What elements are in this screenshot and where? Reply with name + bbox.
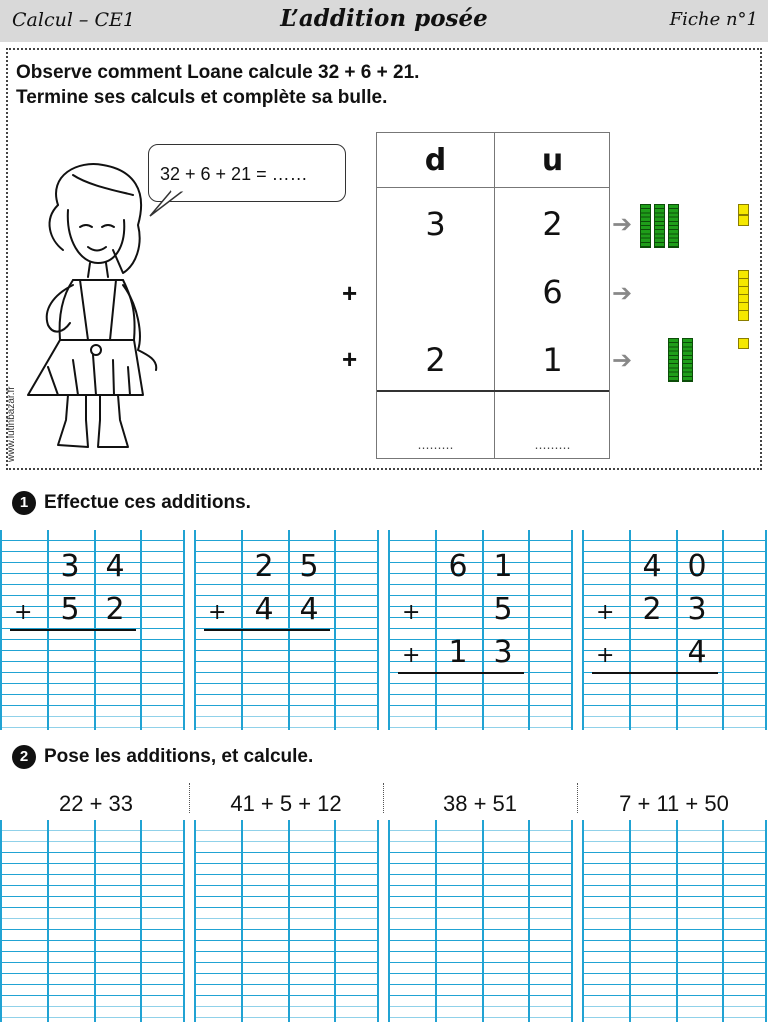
result-tens: ……… [417, 438, 454, 452]
plus-sign-row3: + [342, 344, 358, 374]
header-tens: d [424, 143, 447, 178]
seyes-grid-5[interactable] [0, 820, 185, 1022]
arrow-icon: ➔ [612, 280, 633, 307]
arrow-icon: ➔ [612, 211, 633, 238]
units-digit: 4 [687, 635, 707, 670]
instruction-line-2: Termine ses calculs et complète sa bulle. [16, 87, 388, 108]
instruction-line-1: Observe comment Loane calcule 32 + 6 + 21. [16, 62, 420, 83]
table-divider-header [377, 187, 609, 188]
tens-digit: 4 [254, 592, 274, 627]
result-line [592, 672, 718, 674]
bubble-text: 32 + 6 + 21 = …… [160, 164, 308, 184]
section1-number: 1 [12, 491, 36, 515]
row3-units: 1 [542, 341, 563, 379]
sheet-number: Fiche n°1 [669, 9, 758, 30]
ten-rod-icon [654, 204, 665, 248]
units-digit: 0 [687, 549, 707, 584]
tens-digit: 2 [254, 549, 274, 584]
units-digit: 4 [105, 549, 125, 584]
ten-rod-icon [668, 338, 679, 382]
page-title: L’addition posée [280, 5, 488, 32]
result-line [398, 672, 524, 674]
tens-digit: 2 [642, 592, 662, 627]
tens-digit: 6 [448, 549, 468, 584]
section2-heading [12, 745, 313, 769]
plus-sign-row2: + [342, 278, 358, 308]
header-units: u [541, 143, 564, 178]
plus-sign: + [402, 643, 421, 668]
section2-number: 2 [12, 745, 36, 769]
intro-instructions [16, 60, 419, 110]
row1-units: 2 [542, 205, 563, 243]
tens-digit: 3 [60, 549, 80, 584]
tens-units-table [376, 132, 610, 459]
arrow-icon: ➔ [612, 347, 633, 374]
plus-sign: + [208, 600, 227, 625]
credit-text: www.lutinbazar.fr [6, 386, 17, 462]
header-bar [0, 0, 768, 42]
section1-heading [12, 491, 251, 515]
table-result-line [377, 390, 609, 392]
unit-cube-icon [738, 310, 749, 321]
tens-digit: 4 [642, 549, 662, 584]
row3-tens: 2 [425, 341, 446, 379]
separator [189, 783, 190, 813]
tens-digit: 1 [448, 635, 468, 670]
result-line [204, 629, 330, 631]
units-digit: 2 [105, 592, 125, 627]
bubble-tail [148, 190, 188, 218]
row2-units: 6 [542, 273, 563, 311]
ten-rod-icon [640, 204, 651, 248]
subject-label: Calcul – CE1 [12, 9, 135, 31]
unit-cube-icon [738, 338, 749, 349]
seyes-grid-7[interactable] [388, 820, 573, 1022]
expression-1: 22 + 33 [58, 791, 133, 816]
units-digit: 4 [299, 592, 319, 627]
units-digit: 5 [493, 592, 513, 627]
row1-tens: 3 [425, 205, 446, 243]
plus-sign: + [596, 600, 615, 625]
separator [383, 783, 384, 813]
plus-sign: + [402, 600, 421, 625]
unit-cube-icon [738, 215, 749, 226]
expression-3: 38 + 51 [442, 791, 517, 816]
plus-sign: + [596, 643, 615, 668]
plus-sign: + [14, 600, 33, 625]
result-units: ……… [534, 438, 571, 452]
result-line [10, 629, 136, 631]
units-digit: 1 [493, 549, 513, 584]
units-digit: 3 [687, 592, 707, 627]
expression-2: 41 + 5 + 12 [230, 791, 342, 816]
expression-4: 7 + 11 + 50 [619, 791, 729, 816]
separator [577, 783, 578, 813]
unit-cube-icon [738, 204, 749, 215]
units-digit: 5 [299, 549, 319, 584]
section2-title: Pose les additions, et calcule. [44, 746, 314, 767]
tens-digit: 5 [60, 592, 80, 627]
girl-illustration [18, 155, 163, 455]
units-digit: 3 [493, 635, 513, 670]
seyes-grid-8[interactable] [582, 820, 767, 1022]
section1-title: Effectue ces additions. [44, 492, 251, 513]
ten-rod-icon [682, 338, 693, 382]
ten-rod-icon [668, 204, 679, 248]
seyes-grid-6[interactable] [194, 820, 379, 1022]
